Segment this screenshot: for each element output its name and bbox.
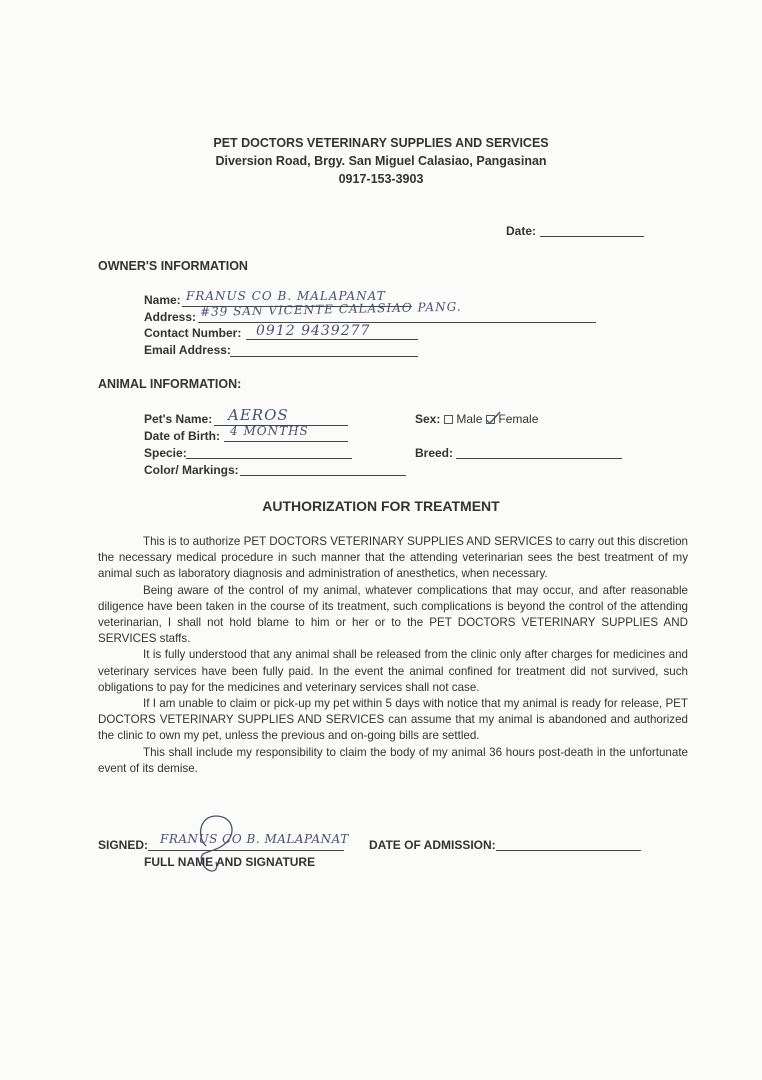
owner-address-value: #39 SAN VICENTE CALASIAO PANG.: [199, 299, 462, 319]
specie-label: Specie:: [144, 446, 187, 460]
signed-label: SIGNED:: [98, 838, 149, 852]
male-option-label: Male: [456, 412, 483, 426]
authorization-paragraph-4: If I am unable to claim or pick-up my pet within 5 days with notice that my animal is ready for release, PET DOCTORS VETERINARY SUPPLIES AND SERVICES can assume that my animal is abandoned and authorized the clinic to own my pet, unless the previous and on-going bills are settled.: [98, 697, 688, 743]
signed-value: FRANUS CO B. MALAPANAT: [160, 832, 349, 846]
owner-email-label: Email Address:: [144, 343, 231, 357]
authorization-paragraph-1: This is to authorize PET DOCTORS VETERINARY SUPPLIES AND SERVICES to carry out this discretion the necessary medical procedure in such manner that the attending veterinarian sees the best treatment of my animal such as laboratory diagnosis and administration of anesthetics, when necessary.: [98, 535, 688, 581]
authorization-paragraph-3: It is fully understood that any animal shall be released from the clinic only after charges for medicines and veterinary services have been fully paid. In the event the animal confined for treatment did not survived, such obligations to pay for the medicines and veterinary services shall not case.: [98, 648, 688, 694]
clinic-name: PET DOCTORS VETERINARY SUPPLIES AND SERVICES: [213, 136, 549, 150]
pet-name-value: AEROS: [228, 406, 289, 424]
owner-name-label: Name:: [144, 293, 181, 307]
color-label: Color/ Markings:: [144, 463, 239, 477]
authorization-paragraph-5: This shall include my responsibility to claim the body of my animal 36 hours post-death in the unfortunate event of its demise.: [98, 745, 688, 775]
clinic-phone: 0917-153-3903: [338, 172, 424, 186]
dob-line: [224, 441, 348, 442]
dob-value: 4 MONTHS: [230, 424, 309, 438]
sex-field: [415, 412, 538, 426]
checkmark-icon: [485, 411, 501, 425]
owner-contact-line: [246, 339, 418, 340]
dob-label: Date of Birth:: [144, 429, 220, 443]
owner-contact-label: Contact Number:: [144, 326, 242, 340]
authorization-body: [0, 534, 762, 777]
female-option-label: Female: [498, 412, 539, 426]
owner-contact-value: 0912 9439277: [256, 323, 371, 339]
admission-line: [496, 850, 641, 851]
date-label: Date:: [506, 224, 537, 238]
admission-label: DATE OF ADMISSION:: [369, 838, 496, 852]
breed-line: [456, 458, 622, 459]
clinic-address: Diversion Road, Brgy. San Miguel Calasiao, Pangasinan: [215, 154, 547, 168]
full-name-label: FULL NAME AND SIGNATURE: [144, 855, 316, 869]
owner-name-value: FRANUS CO B. MALAPANAT: [186, 289, 386, 303]
authorization-paragraph-2: Being aware of the control of my animal, whatever complications that may occur, and after reasonable diligence have been taken in the course of its treatment, such complications is beyond the control of the attending veterinarian, I shall not hold blame to him or her or to the PET DOCTORS VETERINARY SUPPLIES AND SERVICES staffs.: [98, 583, 688, 646]
color-line: [240, 475, 406, 476]
owner-section-title: OWNER'S INFORMATION: [98, 259, 248, 273]
specie-line: [186, 458, 352, 459]
breed-label: Breed:: [415, 446, 454, 460]
animal-section-title: ANIMAL INFORMATION:: [98, 377, 242, 391]
female-checkbox[interactable]: [486, 415, 495, 424]
male-checkbox[interactable]: [444, 415, 453, 424]
authorization-title: AUTHORIZATION FOR TREATMENT: [262, 498, 500, 514]
date-line: [540, 236, 644, 237]
sex-label: Sex:: [415, 412, 441, 426]
owner-email-line: [230, 356, 418, 357]
pet-name-label: Pet's Name:: [144, 412, 213, 426]
owner-address-label: Address:: [144, 310, 197, 324]
